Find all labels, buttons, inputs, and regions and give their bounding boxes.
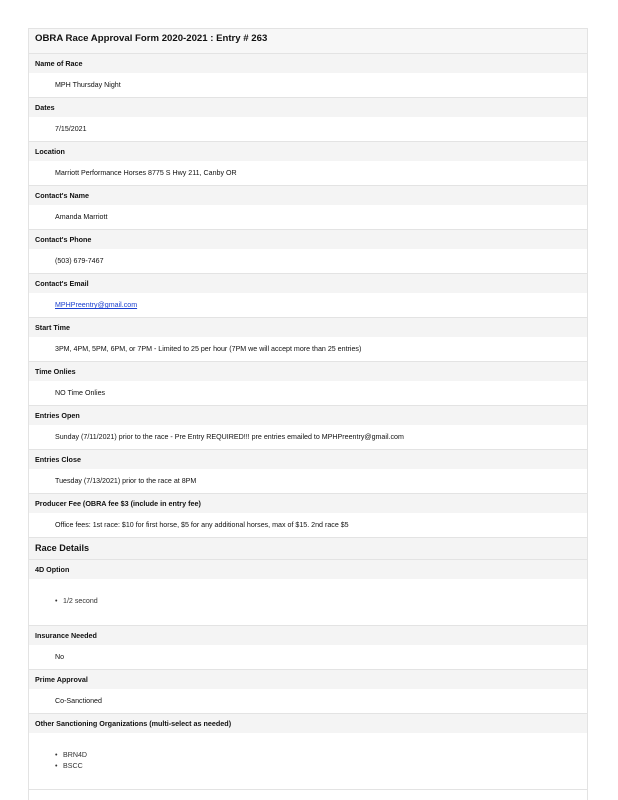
field-entries-close (29, 449, 587, 493)
form-title: OBRA Race Approval Form 2020-2021 : Entry # 263 (29, 28, 587, 54)
field-value: Office fees: 1st race: $10 for first horse, $5 for any additional horses, max of $15. 2nd race $5 (55, 521, 349, 529)
field-label: Start Time (29, 317, 587, 337)
field-insurance (29, 625, 587, 669)
field-label: Location (29, 141, 587, 161)
list-item: • BSCC (55, 761, 587, 772)
field-label: Name of Race (29, 54, 587, 73)
field-entries-open (29, 405, 587, 449)
field-contact-email (29, 273, 587, 317)
list-item: • 1/2 second (55, 596, 587, 607)
field-label: Contact's Name (29, 185, 587, 205)
field-label: Prime Approval (29, 669, 587, 689)
field-value: No (55, 653, 65, 661)
field-time-onlies (29, 361, 587, 405)
field-dates (29, 97, 587, 141)
field-label: Contact's Email (29, 273, 587, 293)
field-value: (503) 679-7467 (55, 257, 104, 265)
field-value: Co-Sanctioned (55, 697, 102, 705)
field-value: Sunday (7/11/2021) prior to the race - Pre Entry REQUIRED!!! pre entries emailed to MPHPreentry@gmail.com (55, 433, 404, 441)
divider (29, 789, 587, 790)
field-location (29, 141, 587, 185)
field-label: Entries Close (29, 449, 587, 469)
race-details-heading: Race Details (29, 537, 587, 559)
field-value: NO Time Onlies (55, 389, 106, 397)
field-4d-option (29, 559, 587, 625)
field-value: Tuesday (7/13/2021) prior to the race at 8PM (55, 477, 197, 485)
field-label: Entries Open (29, 405, 587, 425)
field-prime-approval (29, 669, 587, 713)
field-label: Dates (29, 97, 587, 117)
field-value: 3PM, 4PM, 5PM, 6PM, or 7PM - Limited to 25 per hour (7PM we will accept more than 25 entries) (55, 345, 362, 353)
field-value: Marriott Performance Horses 8775 S Hwy 211, Canby OR (55, 169, 237, 177)
email-link[interactable]: MPHPreentry@gmail.com (55, 301, 138, 309)
field-value (29, 733, 587, 789)
field-label: Time Onlies (29, 361, 587, 381)
field-label: Producer Fee (OBRA fee $3 (include in entry fee) (29, 493, 587, 513)
field-label: 4D Option (29, 559, 587, 579)
option-list (29, 750, 587, 772)
field-label: Contact's Phone (29, 229, 587, 249)
field-label: Insurance Needed (29, 625, 587, 645)
field-contact-name (29, 185, 587, 229)
field-producer-fee (29, 493, 587, 537)
field-other-orgs (29, 713, 587, 789)
field-value: Amanda Marriott (55, 213, 108, 221)
race-approval-form (28, 28, 588, 800)
field-contact-phone (29, 229, 587, 273)
field-label: Other Sanctioning Organizations (multi-select as needed) (29, 713, 587, 733)
field-value: MPH Thursday Night (55, 81, 121, 89)
field-value: 7/15/2021 (55, 125, 87, 133)
option-list (29, 596, 587, 607)
field-value (29, 579, 587, 625)
list-item: • BRN4D (55, 750, 587, 761)
field-value (29, 293, 587, 317)
field-name-of-race (29, 54, 587, 97)
field-start-time (29, 317, 587, 361)
